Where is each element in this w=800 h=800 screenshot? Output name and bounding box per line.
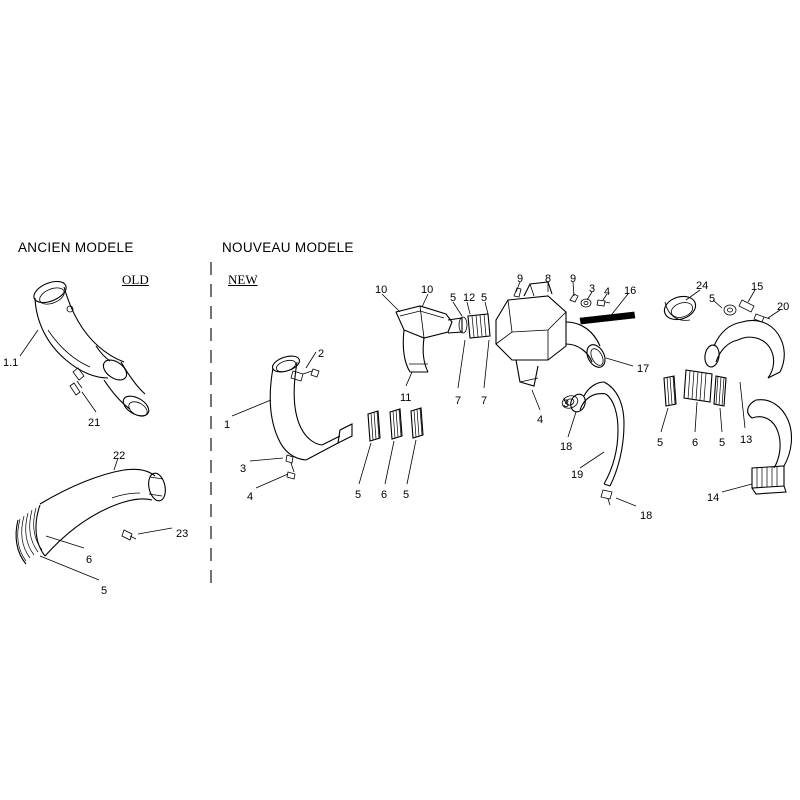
heading-nouveau-modele: NOUVEAU MODELE [222, 240, 354, 255]
callout-23: 23 [176, 528, 189, 540]
callout-14: 14 [707, 492, 720, 504]
callout-9-a: 9 [517, 273, 524, 285]
callout-18-a: 18 [560, 441, 573, 453]
heading-ancien-modele: ANCIEN MODELE [18, 240, 134, 255]
callout-6-a: 6 [381, 489, 388, 501]
callout-19: 19 [571, 469, 584, 481]
callout-3-b: 3 [563, 398, 570, 410]
callout-8: 8 [545, 273, 552, 285]
part-old-upper-duct [20, 277, 152, 420]
callout-21: 21 [88, 417, 101, 429]
subheading-old: OLD [122, 272, 149, 287]
part-new-right-upper-duct [661, 321, 784, 433]
callout-6-old: 6 [86, 554, 93, 566]
callout-10-b: 10 [421, 284, 434, 296]
part-new-main-body [496, 282, 635, 410]
callout-11: 11 [400, 392, 412, 404]
part-new-right-lower-elbow [722, 400, 791, 494]
callout-1-new: 1 [224, 419, 231, 431]
callout-22: 22 [113, 450, 126, 462]
parts-clamp-trio [359, 408, 423, 484]
part-new-left-tube [232, 352, 352, 488]
callout-7-b: 7 [481, 395, 488, 407]
callout-6-b: 6 [692, 437, 699, 449]
callout-2-new: 2 [318, 348, 325, 360]
parts-right-top-cluster [661, 290, 780, 323]
callout-1-1: 1.1 [3, 357, 19, 369]
callout-10-a: 10 [375, 284, 388, 296]
callout-5-old: 5 [101, 585, 108, 597]
callout-5-c: 5 [450, 292, 457, 304]
callout-9-b: 9 [570, 273, 577, 285]
callout-5-g: 5 [719, 437, 726, 449]
callout-18-b: 18 [640, 510, 653, 522]
callout-5-d: 5 [481, 292, 488, 304]
callout-4-b: 4 [537, 414, 544, 426]
callout-5-a: 5 [355, 489, 362, 501]
callout-3-a: 3 [589, 283, 596, 295]
callout-24: 24 [696, 280, 709, 292]
callout-20: 20 [777, 301, 790, 313]
part-old-lower-hose [16, 458, 172, 580]
part-new-center-inlet [382, 294, 490, 388]
callout-7-a: 7 [455, 395, 462, 407]
subheading-new: NEW [228, 272, 258, 287]
callout-5-e: 5 [709, 293, 716, 305]
callout-16: 16 [624, 285, 637, 297]
callout-5-b: 5 [403, 489, 410, 501]
callout-5-f: 5 [657, 437, 664, 449]
callout-12: 12 [463, 292, 476, 304]
callout-13: 13 [740, 434, 753, 446]
callout-15: 15 [751, 281, 764, 293]
callout-17: 17 [637, 363, 650, 375]
callout-4-a: 4 [604, 286, 611, 298]
callout-4-new: 4 [247, 491, 254, 503]
callout-3-new: 3 [240, 463, 247, 475]
